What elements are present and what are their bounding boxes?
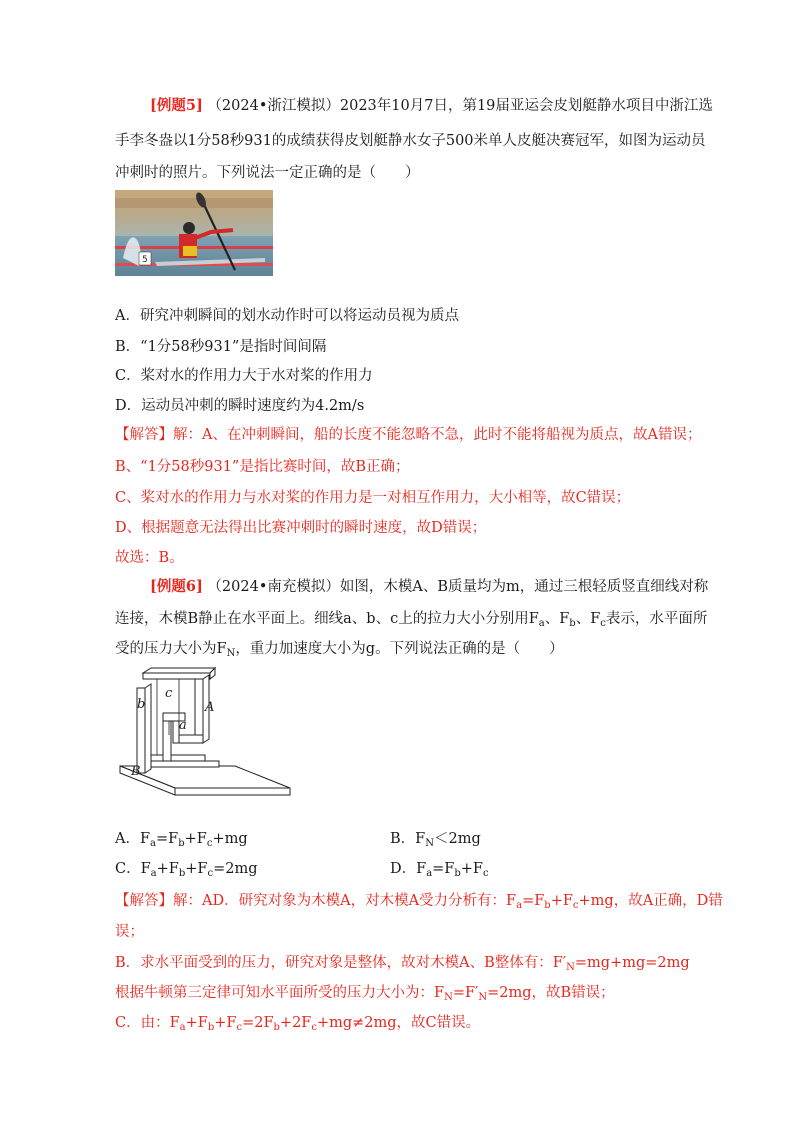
example6-option-b: B．$F_N<2mg$: [390, 831, 481, 849]
kayak-photo: [115, 190, 273, 276]
example6-answer-3: B．求水平面受到的压力，研究对象是整体，故对木模A、B整体有：$F'_N=mg+mg=2mg$: [115, 955, 690, 973]
example5-answer-3: C、桨对水的作用力与水对桨的作用力是一对相互作用力，大小相等，故C错误；: [115, 490, 631, 506]
label-a: a: [179, 718, 187, 733]
example6-stem1: （2024•南充模拟）如图，木模A、B质量均为m，通过三根轻质竖直细线对称: [207, 579, 709, 595]
example5-option-d: D．运动员冲刺的瞬时速度约为4.2m/s: [115, 398, 365, 414]
label-b: b: [137, 697, 146, 712]
example6-line3: 受的压力大小为$F_N$，重力加速度大小为g。下列说法正确的是（ ）: [115, 641, 564, 659]
example5-option-a: A．研究冲刺瞬间的划水动作时可以将运动员视为质点: [115, 308, 459, 324]
example5-line1: [150, 96, 713, 116]
wood-model-figure: [115, 663, 295, 813]
example6-line1: [150, 577, 708, 597]
example5-label: [例题5]: [150, 97, 203, 114]
label-B: B: [131, 764, 141, 779]
example5-option-c: C．桨对水的作用力大于水对桨的作用力: [115, 368, 373, 384]
example6-answer-2: 误；: [115, 924, 144, 940]
example5-answer-1: 【解答】解：A、在冲刺瞬间，船的长度不能忽略不急，此时不能将船视为质点，故A错误；: [115, 427, 702, 443]
example6-answer-5: C．由：$F_a+F_b+F_c=2F_b+2F_c+mg\ne 2mg$，故C错误。: [115, 1015, 481, 1033]
example6-line2: 连接，木模B静止在水平面上。细线a、b、c上的拉力大小分别用$F_a$、$F_b$、$F_c$表示，水平面所: [115, 611, 708, 629]
example6-answer-1: 【解答】解：AD．研究对象为木模A，对木模A受力分析有：$F_a=F_b+F_c+mg$，故A正确，D错: [115, 893, 723, 911]
label-c: c: [165, 686, 173, 701]
example6-answer-4: 根据牛顿第三定律可知水平面所受的压力大小为：$F_N=F'_N=2mg$，故B错误；: [115, 985, 615, 1003]
example6-label: [例题6]: [150, 578, 203, 595]
example5-line3: 冲刺时的照片。下列说法一定正确的是（ ）: [115, 165, 420, 181]
example6-option-c: C．$F_a+F_b+F_c=2mg$: [115, 861, 258, 879]
example6-option-d: D．$F_a=F_b+F_c$: [390, 861, 489, 879]
example5-answer-5: 故选：B。: [115, 550, 184, 566]
example6-option-a: A．$F_a=F_b+F_c+mg$: [115, 831, 248, 849]
example5-answer-4: D、根据题意无法得出比赛冲刺时的瞬时速度，故D错误；: [115, 520, 487, 536]
example5-answer-2: B、“1分58秒931”是指比赛时间，故B正确；: [115, 459, 410, 475]
example5-option-b: B．“1分58秒931”是指时间间隔: [115, 339, 327, 355]
lane-number: 5: [142, 255, 148, 265]
example5-stem1: （2024•浙江模拟）2023年10月7日，第19届亚运会皮划艇静水项目中浙江选: [207, 98, 713, 114]
label-A: A: [205, 700, 215, 715]
example5-line2: 手李冬盎以1分58秒931的成绩获得皮划艇静水女子500米单人皮艇决赛冠军，如图为运动员: [115, 133, 706, 149]
